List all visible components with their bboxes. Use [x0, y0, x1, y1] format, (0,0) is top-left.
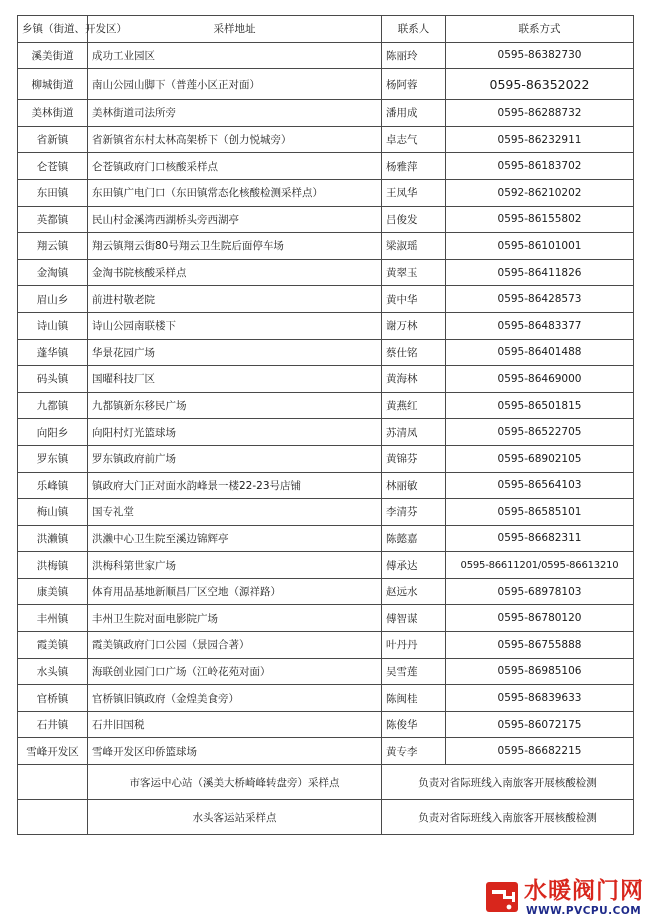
- phone-cell: 0595-86288732: [446, 100, 634, 127]
- address-cell: 省新镇省东村太林高架桥下（创力悦城旁）: [88, 126, 382, 153]
- phone-cell: 0595-86985106: [446, 658, 634, 685]
- phone-cell: 0595-68902105: [446, 445, 634, 472]
- table-row: [18, 366, 634, 393]
- address-cell: 翔云镇翔云街80号翔云卫生院后面停车场: [88, 233, 382, 260]
- phone-cell: 0595-86839633: [446, 685, 634, 712]
- phone-cell: 0595-86780120: [446, 605, 634, 632]
- table-body: [18, 42, 634, 834]
- empty-town-cell: [18, 765, 88, 800]
- town-cell: 霞美镇: [18, 632, 88, 659]
- table-row: [18, 711, 634, 738]
- table-row: [18, 658, 634, 685]
- address-cell: 镇政府大门正对面水韵峰景一楼22-23号店铺: [88, 472, 382, 499]
- contact-cell: 吕俊发: [382, 206, 446, 233]
- table-row: [18, 339, 634, 366]
- phone-cell: 0595-86101001: [446, 233, 634, 260]
- table-row: [18, 685, 634, 712]
- watermark-url: WWW.PVCPU.COM: [526, 905, 642, 917]
- table-row: [18, 259, 634, 286]
- phone-cell: 0595-86755888: [446, 632, 634, 659]
- table-row: [18, 445, 634, 472]
- contact-cell: 黄燕红: [382, 392, 446, 419]
- address-cell: 九都镇新东移民广场: [88, 392, 382, 419]
- phone-cell: 0592-86210202: [446, 179, 634, 206]
- contact-cell: 王凤华: [382, 179, 446, 206]
- address-cell: 华景花园广场: [88, 339, 382, 366]
- phone-cell: 0595-86401488: [446, 339, 634, 366]
- address-cell: 前进村敬老院: [88, 286, 382, 313]
- town-cell: 梅山镇: [18, 499, 88, 526]
- table-row: [18, 69, 634, 100]
- town-cell: 诗山镇: [18, 312, 88, 339]
- table-row: [18, 552, 634, 579]
- town-cell: 翔云镇: [18, 233, 88, 260]
- site-watermark: [482, 876, 650, 921]
- phone-cell: 0595-86611201/0595-86613210: [446, 552, 634, 579]
- table-row: [18, 42, 634, 69]
- town-cell: 九都镇: [18, 392, 88, 419]
- table-row: [18, 499, 634, 526]
- contact-cell: 陈懿嘉: [382, 525, 446, 552]
- town-cell: 英都镇: [18, 206, 88, 233]
- contact-cell: 谢万林: [382, 312, 446, 339]
- contact-cell: 黄海林: [382, 366, 446, 393]
- contact-cell: 傅承达: [382, 552, 446, 579]
- contact-cell: 潘用成: [382, 100, 446, 127]
- table-row: [18, 312, 634, 339]
- phone-cell: 0595-86411826: [446, 259, 634, 286]
- address-cell: 向阳村灯光篮球场: [88, 419, 382, 446]
- contact-cell: 杨雅萍: [382, 153, 446, 180]
- contact-cell: 吴雪莲: [382, 658, 446, 685]
- town-cell: 乐峰镇: [18, 472, 88, 499]
- address-cell: 洪濑中心卫生院至溪边锦辉亭: [88, 525, 382, 552]
- contact-cell: 杨阿蓉: [382, 69, 446, 100]
- phone-cell: 0595-86428573: [446, 286, 634, 313]
- town-cell: 向阳乡: [18, 419, 88, 446]
- phone-cell: 0595-86183702: [446, 153, 634, 180]
- contact-cell: 黄翠玉: [382, 259, 446, 286]
- town-cell: 东田镇: [18, 179, 88, 206]
- contact-cell: 卓志气: [382, 126, 446, 153]
- phone-cell: 0595-86352022: [446, 69, 634, 100]
- town-cell: 仑苍镇: [18, 153, 88, 180]
- table-row: [18, 738, 634, 765]
- faucet-logo-icon: [482, 878, 522, 916]
- address-cell: 诗山公园南联楼下: [88, 312, 382, 339]
- town-cell: 丰州镇: [18, 605, 88, 632]
- address-cell: 金淘书院核酸采样点: [88, 259, 382, 286]
- address-cell: 仑苍镇政府门口核酸采样点: [88, 153, 382, 180]
- town-cell: 康美镇: [18, 578, 88, 605]
- note-text-cell: 负责对省际班线入南旅客开展核酸检测: [382, 765, 634, 800]
- town-cell: 码头镇: [18, 366, 88, 393]
- table-row: [18, 233, 634, 260]
- note-address-cell: 水头客运站采样点: [88, 800, 382, 835]
- phone-cell: 0595-86232911: [446, 126, 634, 153]
- note-row: [18, 800, 634, 835]
- contact-cell: 梁淑瑶: [382, 233, 446, 260]
- town-cell: 柳城街道: [18, 69, 88, 100]
- address-cell: 官桥镇旧镇政府（金煌美食旁）: [88, 685, 382, 712]
- phone-cell: 0595-86382730: [446, 42, 634, 69]
- table-row: [18, 286, 634, 313]
- table-header-row: [18, 16, 634, 43]
- table-row: [18, 392, 634, 419]
- town-cell: 石井镇: [18, 711, 88, 738]
- address-cell: 罗东镇政府前广场: [88, 445, 382, 472]
- note-row: [18, 765, 634, 800]
- table-row: [18, 179, 634, 206]
- town-cell: 美林街道: [18, 100, 88, 127]
- table-row: [18, 153, 634, 180]
- table-row: [18, 525, 634, 552]
- address-cell: 南山公园山脚下（普莲小区正对面）: [88, 69, 382, 100]
- table-row: [18, 605, 634, 632]
- table-row: [18, 100, 634, 127]
- header-address: 采样地址: [88, 16, 382, 43]
- note-text-cell: 负责对省际班线入南旅客开展核酸检测: [382, 800, 634, 835]
- phone-cell: 0595-86585101: [446, 499, 634, 526]
- town-cell: 罗东镇: [18, 445, 88, 472]
- table-row: [18, 206, 634, 233]
- contact-cell: 林丽敏: [382, 472, 446, 499]
- phone-cell: 0595-68978103: [446, 578, 634, 605]
- contact-cell: 黄中华: [382, 286, 446, 313]
- header-town: 乡镇（街道、开发区）: [18, 16, 88, 43]
- phone-cell: 0595-86682215: [446, 738, 634, 765]
- contact-cell: 黄专李: [382, 738, 446, 765]
- town-cell: 洪梅镇: [18, 552, 88, 579]
- watermark-name: 水暖阀门网: [524, 878, 644, 904]
- address-cell: 海联创业园门口广场（江岭花苑对面）: [88, 658, 382, 685]
- contact-cell: 蔡仕铭: [382, 339, 446, 366]
- town-cell: 眉山乡: [18, 286, 88, 313]
- table-row: [18, 126, 634, 153]
- phone-cell: 0595-86564103: [446, 472, 634, 499]
- address-cell: 东田镇广电门口（东田镇常态化核酸检测采样点）: [88, 179, 382, 206]
- town-cell: 洪濑镇: [18, 525, 88, 552]
- phone-cell: 0595-86072175: [446, 711, 634, 738]
- contact-cell: 赵远水: [382, 578, 446, 605]
- note-address-cell: 市客运中心站（溪美大桥崎峰转盘旁）采样点: [88, 765, 382, 800]
- phone-cell: 0595-86682311: [446, 525, 634, 552]
- empty-town-cell: [18, 800, 88, 835]
- contact-cell: 陈丽玲: [382, 42, 446, 69]
- address-cell: 丰州卫生院对面电影院广场: [88, 605, 382, 632]
- address-cell: 美林街道司法所旁: [88, 100, 382, 127]
- town-cell: 官桥镇: [18, 685, 88, 712]
- town-cell: 溪美街道: [18, 42, 88, 69]
- phone-cell: 0595-86483377: [446, 312, 634, 339]
- town-cell: 省新镇: [18, 126, 88, 153]
- address-cell: 成功工业园区: [88, 42, 382, 69]
- address-cell: 国曜科技厂区: [88, 366, 382, 393]
- contact-cell: 黄锦芬: [382, 445, 446, 472]
- contact-cell: 陈俊华: [382, 711, 446, 738]
- phone-cell: 0595-86501815: [446, 392, 634, 419]
- address-cell: 民山村金溪湾西湖桥头旁西湖亭: [88, 206, 382, 233]
- table-row: [18, 632, 634, 659]
- town-cell: 雪峰开发区: [18, 738, 88, 765]
- header-contact: 联系人: [382, 16, 446, 43]
- address-cell: 雪峰开发区印侨篮球场: [88, 738, 382, 765]
- address-cell: 国专礼堂: [88, 499, 382, 526]
- contact-cell: 陈闽桂: [382, 685, 446, 712]
- table-row: [18, 578, 634, 605]
- sampling-sites-table: [17, 15, 634, 835]
- town-cell: 蓬华镇: [18, 339, 88, 366]
- town-cell: 水头镇: [18, 658, 88, 685]
- contact-cell: 苏清凤: [382, 419, 446, 446]
- phone-cell: 0595-86469000: [446, 366, 634, 393]
- town-cell: 金淘镇: [18, 259, 88, 286]
- contact-cell: 叶丹丹: [382, 632, 446, 659]
- address-cell: 霞美镇政府门口公园（景园合著）: [88, 632, 382, 659]
- phone-cell: 0595-86522705: [446, 419, 634, 446]
- contact-cell: 傅智谋: [382, 605, 446, 632]
- phone-cell: 0595-86155802: [446, 206, 634, 233]
- address-cell: 体育用品基地新顺昌厂区空地（源祥路）: [88, 578, 382, 605]
- header-phone: 联系方式: [446, 16, 634, 43]
- table-row: [18, 419, 634, 446]
- contact-cell: 李清芬: [382, 499, 446, 526]
- address-cell: 石井旧国税: [88, 711, 382, 738]
- address-cell: 洪梅科第世家广场: [88, 552, 382, 579]
- table-row: [18, 472, 634, 499]
